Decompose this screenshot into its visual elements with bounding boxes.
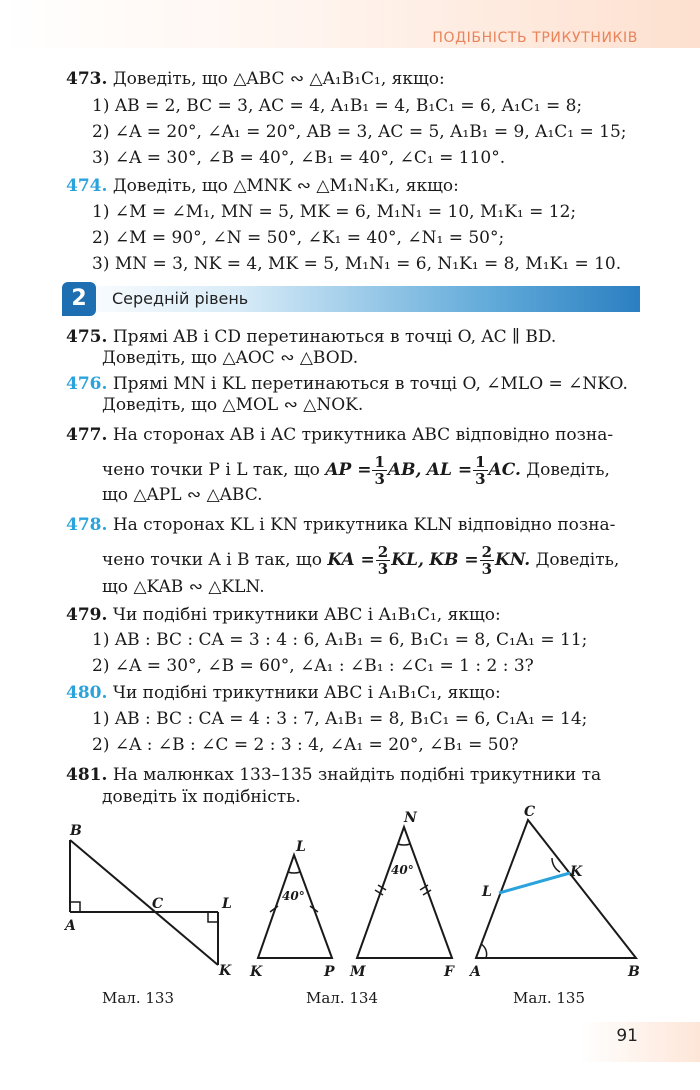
problem-473-item-1: 1) AB = 2, BC = 3, AC = 4, A₁B₁ = 4, B₁C₁ = 6, A₁C₁ = 8;: [92, 96, 583, 116]
problem-474-intro: [66, 175, 459, 197]
problem-number: 473.: [66, 69, 108, 89]
problem-text: Доведіть, що △MNK ∾ △M₁N₁K₁, якщо:: [112, 176, 459, 196]
fraction: [376, 544, 390, 577]
equation-part: AL =: [426, 460, 473, 480]
problem-478-line-2: [102, 542, 619, 578]
equation-part: AB,: [387, 460, 422, 480]
problem-479-item-1: 1) AB : BC : CA = 3 : 4 : 6, A₁B₁ = 6, B₁C₁ = 8, C₁A₁ = 11;: [92, 630, 588, 650]
fraction-denominator: 3: [475, 470, 486, 488]
problem-number: 481.: [66, 765, 108, 785]
figure-134-right: [357, 827, 452, 958]
problem-text: Прямі MN і KL перетинаються в точці O, ∠MLO = ∠NKO.: [112, 374, 628, 394]
fraction-numerator: 2: [377, 543, 389, 561]
problem-text: Чи подібні трикутники ABC і A₁B₁C₁, якщо:: [112, 605, 501, 625]
triangle-nmf: [357, 827, 452, 958]
problem-478-line-3: що △KAB ∾ △KLN.: [102, 577, 265, 597]
angle-arc-a: [481, 944, 487, 958]
label-p-134: P: [324, 964, 335, 980]
section-title: ПОДІБНІСТЬ ТРИКУТНИКІВ: [432, 30, 638, 46]
level-label: Середній рівень: [112, 289, 249, 308]
label-a-135: A: [470, 964, 481, 980]
fraction-denominator: 3: [374, 470, 385, 488]
caption-fig-135: Мал. 135: [513, 989, 585, 1007]
problem-text: Прямі AB і CD перетинаються в точці O, AC ∥ BD.: [112, 327, 557, 347]
problem-476-line-2: Доведіть, що △MOL ∾ △NOK.: [102, 395, 364, 415]
figure-135: [476, 820, 636, 958]
fraction-numerator: 1: [475, 453, 486, 471]
problem-481-line-2: доведіть їх подібність.: [102, 787, 301, 807]
label-l: L: [222, 896, 232, 912]
problem-474-item-1: 1) ∠M = ∠M₁, MN = 5, MK = 6, M₁N₁ = 10, M₁K₁ = 12;: [92, 202, 577, 222]
label-c-135: C: [524, 804, 536, 820]
equation-part: AP =: [325, 460, 372, 480]
label-l-134: L: [296, 839, 306, 855]
segment-bk: [70, 840, 218, 965]
equation-part: AC.: [488, 460, 521, 480]
angle-arc: [398, 844, 410, 845]
problem-number: 477.: [66, 425, 108, 445]
label-l-135: L: [482, 884, 492, 900]
problem-479-intro: [66, 604, 501, 626]
fraction-numerator: 1: [374, 453, 385, 471]
fraction: [480, 544, 494, 577]
label-b: B: [70, 823, 82, 839]
equation-part: KL,: [391, 550, 424, 570]
figure-134-left: [258, 855, 332, 958]
label-f: F: [444, 964, 454, 980]
fraction-numerator: 2: [481, 543, 493, 561]
problem-473-item-3: 3) ∠A = 30°, ∠B = 40°, ∠B₁ = 40°, ∠C₁ = 110°.: [92, 148, 506, 168]
problem-476-line-1: [66, 373, 628, 395]
fraction: [372, 454, 386, 487]
label-k: K: [219, 963, 232, 979]
segment-lk-blue: [499, 873, 570, 893]
problem-text: чено точки P і L так, що: [102, 460, 320, 480]
page-number: 91: [616, 1026, 638, 1046]
fraction-denominator: 3: [377, 560, 389, 578]
problem-480-item-1: 1) AB : BC : CA = 4 : 3 : 7, A₁B₁ = 8, B₁C₁ = 6, C₁A₁ = 14;: [92, 709, 588, 729]
equation-part: KA =: [327, 550, 375, 570]
label-b-135: B: [628, 964, 640, 980]
problem-478-line-1: [66, 514, 615, 536]
right-angle-mark-a: [70, 902, 80, 912]
problem-text: На малюнках 133–135 знайдіть подібні трикутники та: [112, 765, 602, 785]
problem-text: Доведіть,: [535, 550, 620, 570]
problem-475-line-2: Доведіть, що △AOC ∾ △BOD.: [102, 348, 359, 368]
label-k-135: K: [570, 864, 583, 880]
figure-133: [70, 840, 218, 965]
fraction: [473, 454, 487, 487]
angle-arc: [288, 872, 300, 873]
problem-475-line-1: [66, 326, 556, 348]
problem-480-intro: [66, 682, 501, 704]
triangle-lkp: [258, 855, 332, 958]
page-number-band: [580, 1022, 700, 1062]
angle-label: 40°: [391, 863, 414, 877]
level-badge: 2: [62, 282, 96, 316]
label-c: C: [152, 896, 164, 912]
label-a: A: [65, 918, 76, 934]
problem-477-line-2: [102, 452, 610, 488]
problem-number: 475.: [66, 327, 108, 347]
problem-481-line-1: [66, 764, 601, 786]
caption-fig-134: Мал. 134: [306, 989, 378, 1007]
triangle-cab: [476, 820, 636, 958]
right-angle-mark-l: [208, 912, 218, 922]
problem-473-item-2: 2) ∠A = 20°, ∠A₁ = 20°, AB = 3, AC = 5, A₁B₁ = 9, A₁C₁ = 15;: [92, 122, 627, 142]
fraction-denominator: 3: [481, 560, 493, 578]
problem-474-item-3: 3) MN = 3, NK = 4, MK = 5, M₁N₁ = 6, N₁K₁ = 8, M₁K₁ = 10.: [92, 254, 622, 274]
label-n: N: [404, 810, 417, 826]
problem-number: 476.: [66, 374, 108, 394]
problem-text: чено точки A і B так, що: [102, 550, 322, 570]
angle-label: 40°: [282, 889, 305, 903]
problem-text: Доведіть, що △ABC ∾ △A₁B₁C₁, якщо:: [112, 69, 445, 89]
problem-477-line-1: [66, 424, 613, 446]
problem-474-item-2: 2) ∠M = 90°, ∠N = 50°, ∠K₁ = 40°, ∠N₁ = 50°;: [92, 228, 505, 248]
figures-area: [0, 800, 700, 1020]
equation-part: KN.: [495, 550, 531, 570]
problem-number: 480.: [66, 683, 108, 703]
problem-480-item-2: 2) ∠A : ∠B : ∠C = 2 : 3 : 4, ∠A₁ = 20°, ∠B₁ = 50?: [92, 735, 519, 755]
problem-text: На сторонах AB і AC трикутника ABC відповідно позна-: [112, 425, 614, 445]
problem-text: На сторонах KL і KN трикутника KLN відповідно позна-: [112, 515, 616, 535]
problem-number: 478.: [66, 515, 108, 535]
problem-473-intro: [66, 68, 445, 90]
label-m: M: [350, 964, 366, 980]
problem-text: Чи подібні трикутники ABC і A₁B₁C₁, якщо:: [112, 683, 501, 703]
problem-479-item-2: 2) ∠A = 30°, ∠B = 60°, ∠A₁ : ∠B₁ : ∠C₁ = 1 : 2 : 3?: [92, 656, 534, 676]
problem-477-line-3: що △APL ∾ △ABC.: [102, 485, 263, 505]
problem-number: 474.: [66, 176, 108, 196]
label-k-134: K: [250, 964, 263, 980]
equation-part: KB =: [429, 550, 479, 570]
problem-text: Доведіть,: [526, 460, 610, 480]
caption-fig-133: Мал. 133: [102, 989, 174, 1007]
problem-number: 479.: [66, 605, 108, 625]
